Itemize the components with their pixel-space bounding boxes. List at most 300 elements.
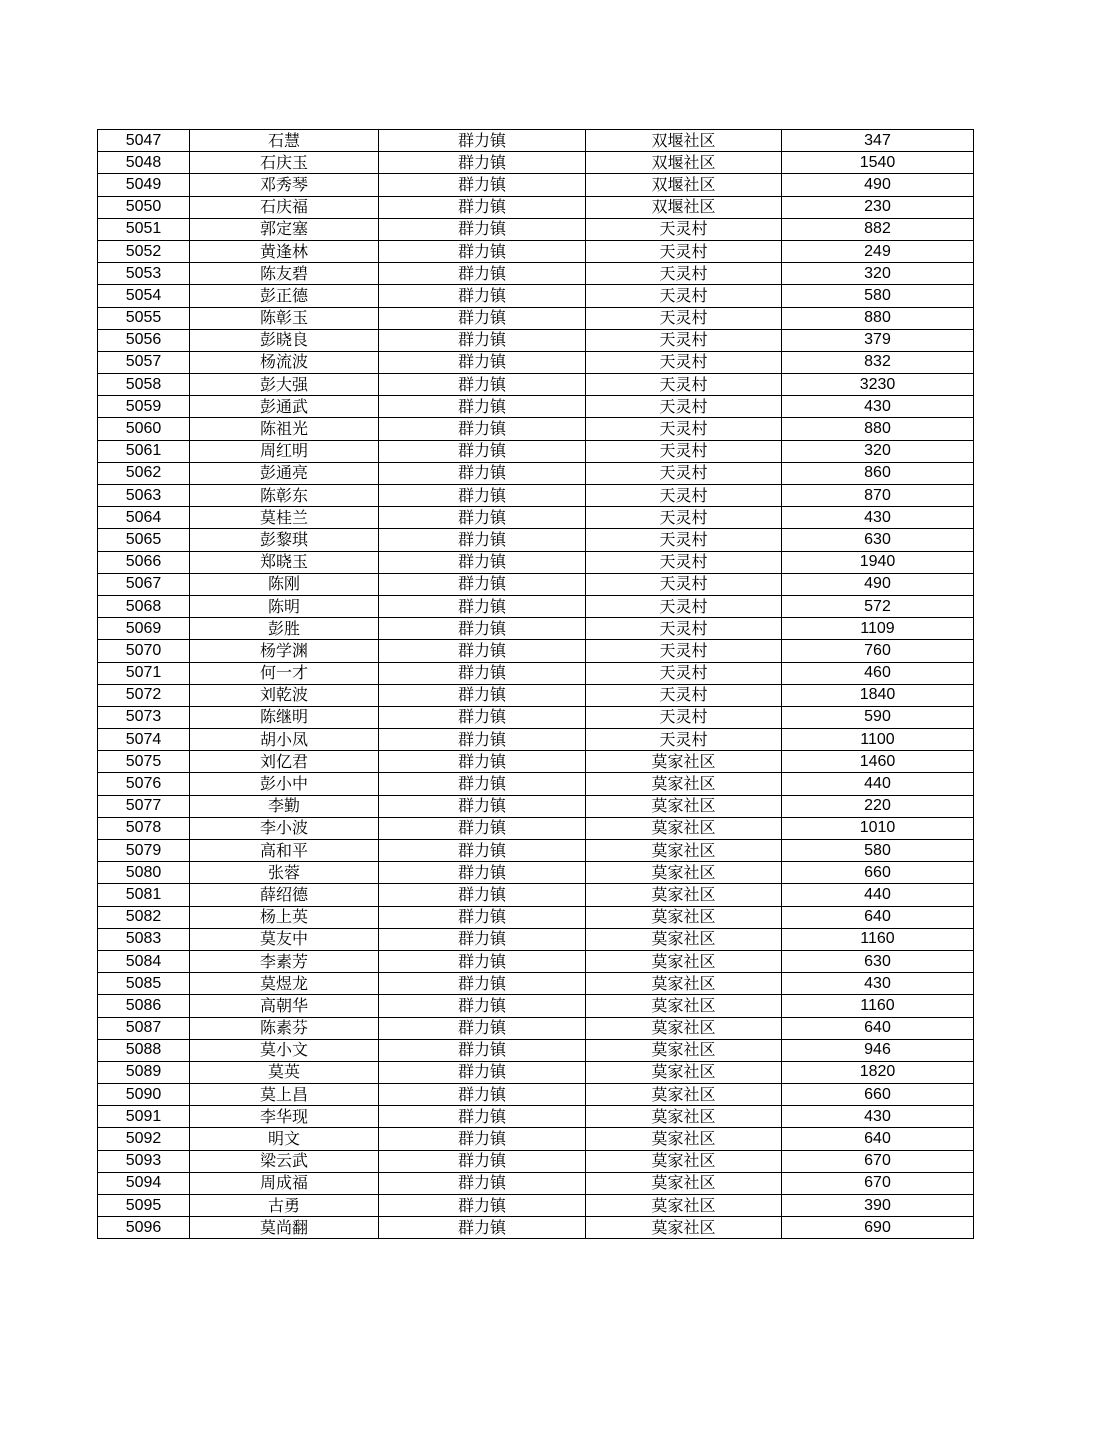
community-cell: 莫家社区 [586, 906, 782, 928]
table-row [98, 995, 974, 1017]
amount-cell: 690 [782, 1217, 974, 1239]
town-cell: 群力镇 [379, 374, 586, 396]
table-row [98, 729, 974, 751]
table-row [98, 462, 974, 484]
town-cell: 群力镇 [379, 240, 586, 262]
community-cell: 莫家社区 [586, 1106, 782, 1128]
table-row [98, 662, 974, 684]
community-cell: 莫家社区 [586, 862, 782, 884]
table-row [98, 263, 974, 285]
amount-cell: 490 [782, 573, 974, 595]
table-row [98, 285, 974, 307]
town-cell: 群力镇 [379, 995, 586, 1017]
amount-cell: 347 [782, 130, 974, 152]
town-cell: 群力镇 [379, 817, 586, 839]
record-number-cell: 5061 [98, 440, 190, 462]
record-number-cell: 5091 [98, 1106, 190, 1128]
table-body [98, 130, 974, 1239]
table-row [98, 773, 974, 795]
community-cell: 天灵村 [586, 551, 782, 573]
community-cell: 天灵村 [586, 529, 782, 551]
table-row [98, 152, 974, 174]
record-number-cell: 5095 [98, 1195, 190, 1217]
town-cell: 群力镇 [379, 840, 586, 862]
name-cell: 杨学渊 [190, 640, 379, 662]
table-row [98, 196, 974, 218]
amount-cell: 880 [782, 307, 974, 329]
town-cell: 群力镇 [379, 928, 586, 950]
town-cell: 群力镇 [379, 307, 586, 329]
amount-cell: 880 [782, 418, 974, 440]
community-cell: 双堰社区 [586, 174, 782, 196]
amount-cell: 1109 [782, 618, 974, 640]
town-cell: 群力镇 [379, 440, 586, 462]
amount-cell: 590 [782, 706, 974, 728]
name-cell: 彭晓良 [190, 329, 379, 351]
community-cell: 天灵村 [586, 307, 782, 329]
table-row [98, 551, 974, 573]
amount-cell: 440 [782, 773, 974, 795]
name-cell: 陈明 [190, 595, 379, 617]
amount-cell: 580 [782, 840, 974, 862]
name-cell: 杨流波 [190, 351, 379, 373]
record-number-cell: 5051 [98, 218, 190, 240]
record-number-cell: 5067 [98, 573, 190, 595]
table-row [98, 418, 974, 440]
community-cell: 天灵村 [586, 240, 782, 262]
name-cell: 彭大强 [190, 374, 379, 396]
table-row [98, 640, 974, 662]
record-number-cell: 5089 [98, 1061, 190, 1083]
record-number-cell: 5070 [98, 640, 190, 662]
name-cell: 明文 [190, 1128, 379, 1150]
town-cell: 群力镇 [379, 418, 586, 440]
community-cell: 天灵村 [586, 684, 782, 706]
name-cell: 彭小中 [190, 773, 379, 795]
name-cell: 陈继明 [190, 706, 379, 728]
name-cell: 邓秀琴 [190, 174, 379, 196]
table-row [98, 374, 974, 396]
amount-cell: 379 [782, 329, 974, 351]
record-number-cell: 5048 [98, 152, 190, 174]
amount-cell: 490 [782, 174, 974, 196]
table-row [98, 130, 974, 152]
table-row [98, 1195, 974, 1217]
record-number-cell: 5094 [98, 1172, 190, 1194]
community-cell: 莫家社区 [586, 1084, 782, 1106]
table-row [98, 928, 974, 950]
name-cell: 高和平 [190, 840, 379, 862]
community-cell: 天灵村 [586, 396, 782, 418]
record-number-cell: 5076 [98, 773, 190, 795]
table-row [98, 307, 974, 329]
amount-cell: 946 [782, 1039, 974, 1061]
record-number-cell: 5072 [98, 684, 190, 706]
community-cell: 莫家社区 [586, 1172, 782, 1194]
name-cell: 莫友中 [190, 928, 379, 950]
name-cell: 陈彰玉 [190, 307, 379, 329]
record-number-cell: 5059 [98, 396, 190, 418]
town-cell: 群力镇 [379, 973, 586, 995]
name-cell: 李素芳 [190, 950, 379, 972]
table-row [98, 1128, 974, 1150]
table-row [98, 1039, 974, 1061]
amount-cell: 249 [782, 240, 974, 262]
name-cell: 彭黎琪 [190, 529, 379, 551]
amount-cell: 1540 [782, 152, 974, 174]
name-cell: 莫煜龙 [190, 973, 379, 995]
town-cell: 群力镇 [379, 884, 586, 906]
town-cell: 群力镇 [379, 862, 586, 884]
town-cell: 群力镇 [379, 218, 586, 240]
name-cell: 彭通武 [190, 396, 379, 418]
community-cell: 莫家社区 [586, 840, 782, 862]
table-row [98, 1061, 974, 1083]
table-row [98, 1172, 974, 1194]
town-cell: 群力镇 [379, 706, 586, 728]
record-number-cell: 5053 [98, 263, 190, 285]
name-cell: 黄逢林 [190, 240, 379, 262]
amount-cell: 220 [782, 795, 974, 817]
record-number-cell: 5050 [98, 196, 190, 218]
table-row [98, 817, 974, 839]
amount-cell: 832 [782, 351, 974, 373]
amount-cell: 640 [782, 1128, 974, 1150]
town-cell: 群力镇 [379, 396, 586, 418]
record-number-cell: 5074 [98, 729, 190, 751]
town-cell: 群力镇 [379, 329, 586, 351]
amount-cell: 660 [782, 862, 974, 884]
name-cell: 石慧 [190, 130, 379, 152]
town-cell: 群力镇 [379, 906, 586, 928]
amount-cell: 430 [782, 507, 974, 529]
record-number-cell: 5066 [98, 551, 190, 573]
amount-cell: 1840 [782, 684, 974, 706]
amount-cell: 440 [782, 884, 974, 906]
town-cell: 群力镇 [379, 551, 586, 573]
name-cell: 莫尚翻 [190, 1217, 379, 1239]
community-cell: 莫家社区 [586, 1039, 782, 1061]
community-cell: 天灵村 [586, 351, 782, 373]
town-cell: 群力镇 [379, 263, 586, 285]
town-cell: 群力镇 [379, 152, 586, 174]
amount-cell: 1460 [782, 751, 974, 773]
town-cell: 群力镇 [379, 285, 586, 307]
town-cell: 群力镇 [379, 462, 586, 484]
community-cell: 双堰社区 [586, 130, 782, 152]
record-number-cell: 5090 [98, 1084, 190, 1106]
name-cell: 杨上英 [190, 906, 379, 928]
table-row [98, 573, 974, 595]
name-cell: 何一才 [190, 662, 379, 684]
amount-cell: 1160 [782, 928, 974, 950]
town-cell: 群力镇 [379, 640, 586, 662]
amount-cell: 430 [782, 1106, 974, 1128]
amount-cell: 460 [782, 662, 974, 684]
town-cell: 群力镇 [379, 351, 586, 373]
name-cell: 刘乾波 [190, 684, 379, 706]
name-cell: 石庆玉 [190, 152, 379, 174]
amount-cell: 1160 [782, 995, 974, 1017]
table-row [98, 440, 974, 462]
record-number-cell: 5093 [98, 1150, 190, 1172]
community-cell: 天灵村 [586, 440, 782, 462]
town-cell: 群力镇 [379, 529, 586, 551]
amount-cell: 1940 [782, 551, 974, 573]
table-row [98, 884, 974, 906]
community-cell: 天灵村 [586, 729, 782, 751]
community-cell: 双堰社区 [586, 152, 782, 174]
table-row [98, 174, 974, 196]
name-cell: 梁云武 [190, 1150, 379, 1172]
community-cell: 天灵村 [586, 573, 782, 595]
name-cell: 彭通亮 [190, 462, 379, 484]
table-row [98, 1106, 974, 1128]
record-number-cell: 5081 [98, 884, 190, 906]
record-number-cell: 5085 [98, 973, 190, 995]
community-cell: 天灵村 [586, 507, 782, 529]
table-row [98, 906, 974, 928]
record-number-cell: 5062 [98, 462, 190, 484]
name-cell: 张蓉 [190, 862, 379, 884]
community-cell: 莫家社区 [586, 1061, 782, 1083]
town-cell: 群力镇 [379, 130, 586, 152]
town-cell: 群力镇 [379, 1106, 586, 1128]
record-number-cell: 5052 [98, 240, 190, 262]
table-row [98, 329, 974, 351]
community-cell: 天灵村 [586, 618, 782, 640]
amount-cell: 670 [782, 1150, 974, 1172]
community-cell: 莫家社区 [586, 1150, 782, 1172]
name-cell: 陈素芬 [190, 1017, 379, 1039]
amount-cell: 860 [782, 462, 974, 484]
name-cell: 陈祖光 [190, 418, 379, 440]
town-cell: 群力镇 [379, 485, 586, 507]
record-number-cell: 5064 [98, 507, 190, 529]
community-cell: 天灵村 [586, 462, 782, 484]
table-row [98, 840, 974, 862]
community-cell: 天灵村 [586, 374, 782, 396]
record-number-cell: 5069 [98, 618, 190, 640]
town-cell: 群力镇 [379, 1172, 586, 1194]
town-cell: 群力镇 [379, 507, 586, 529]
table-row [98, 1217, 974, 1239]
community-cell: 莫家社区 [586, 884, 782, 906]
community-cell: 天灵村 [586, 640, 782, 662]
name-cell: 莫英 [190, 1061, 379, 1083]
record-number-cell: 5078 [98, 817, 190, 839]
record-number-cell: 5071 [98, 662, 190, 684]
community-cell: 天灵村 [586, 485, 782, 507]
amount-cell: 640 [782, 1017, 974, 1039]
table-row [98, 240, 974, 262]
town-cell: 群力镇 [379, 1017, 586, 1039]
name-cell: 李华现 [190, 1106, 379, 1128]
community-cell: 莫家社区 [586, 950, 782, 972]
amount-cell: 430 [782, 396, 974, 418]
name-cell: 陈刚 [190, 573, 379, 595]
town-cell: 群力镇 [379, 1061, 586, 1083]
amount-cell: 630 [782, 529, 974, 551]
town-cell: 群力镇 [379, 950, 586, 972]
record-number-cell: 5083 [98, 928, 190, 950]
record-number-cell: 5049 [98, 174, 190, 196]
community-cell: 莫家社区 [586, 795, 782, 817]
amount-cell: 630 [782, 950, 974, 972]
name-cell: 莫上昌 [190, 1084, 379, 1106]
name-cell: 刘亿君 [190, 751, 379, 773]
community-cell: 莫家社区 [586, 928, 782, 950]
amount-cell: 430 [782, 973, 974, 995]
table-row [98, 1084, 974, 1106]
table-row [98, 218, 974, 240]
town-cell: 群力镇 [379, 662, 586, 684]
name-cell: 彭正德 [190, 285, 379, 307]
name-cell: 陈友碧 [190, 263, 379, 285]
record-number-cell: 5080 [98, 862, 190, 884]
name-cell: 高朝华 [190, 995, 379, 1017]
town-cell: 群力镇 [379, 1084, 586, 1106]
amount-cell: 390 [782, 1195, 974, 1217]
table-row [98, 684, 974, 706]
table-row [98, 485, 974, 507]
name-cell: 周红明 [190, 440, 379, 462]
community-cell: 天灵村 [586, 218, 782, 240]
community-cell: 莫家社区 [586, 817, 782, 839]
amount-cell: 230 [782, 196, 974, 218]
amount-cell: 580 [782, 285, 974, 307]
community-cell: 莫家社区 [586, 1195, 782, 1217]
record-number-cell: 5088 [98, 1039, 190, 1061]
amount-cell: 320 [782, 263, 974, 285]
table-row [98, 507, 974, 529]
amount-cell: 320 [782, 440, 974, 462]
community-cell: 天灵村 [586, 595, 782, 617]
community-cell: 莫家社区 [586, 751, 782, 773]
town-cell: 群力镇 [379, 573, 586, 595]
town-cell: 群力镇 [379, 595, 586, 617]
table-row [98, 862, 974, 884]
name-cell: 莫小文 [190, 1039, 379, 1061]
record-number-cell: 5063 [98, 485, 190, 507]
record-number-cell: 5065 [98, 529, 190, 551]
amount-cell: 760 [782, 640, 974, 662]
name-cell: 胡小凤 [190, 729, 379, 751]
record-number-cell: 5082 [98, 906, 190, 928]
town-cell: 群力镇 [379, 1217, 586, 1239]
community-cell: 天灵村 [586, 263, 782, 285]
community-cell: 莫家社区 [586, 995, 782, 1017]
town-cell: 群力镇 [379, 773, 586, 795]
record-number-cell: 5075 [98, 751, 190, 773]
amount-cell: 660 [782, 1084, 974, 1106]
name-cell: 石庆福 [190, 196, 379, 218]
table-row [98, 529, 974, 551]
record-number-cell: 5096 [98, 1217, 190, 1239]
name-cell: 周成福 [190, 1172, 379, 1194]
town-cell: 群力镇 [379, 196, 586, 218]
town-cell: 群力镇 [379, 1150, 586, 1172]
amount-cell: 1010 [782, 817, 974, 839]
name-cell: 李勤 [190, 795, 379, 817]
table-row [98, 1017, 974, 1039]
town-cell: 群力镇 [379, 174, 586, 196]
amount-cell: 670 [782, 1172, 974, 1194]
community-cell: 莫家社区 [586, 1217, 782, 1239]
record-number-cell: 5087 [98, 1017, 190, 1039]
record-number-cell: 5068 [98, 595, 190, 617]
table-row [98, 351, 974, 373]
name-cell: 薛绍德 [190, 884, 379, 906]
town-cell: 群力镇 [379, 684, 586, 706]
name-cell: 莫桂兰 [190, 507, 379, 529]
community-cell: 天灵村 [586, 329, 782, 351]
community-cell: 双堰社区 [586, 196, 782, 218]
community-cell: 天灵村 [586, 285, 782, 307]
town-cell: 群力镇 [379, 1039, 586, 1061]
record-number-cell: 5047 [98, 130, 190, 152]
name-cell: 郭定塞 [190, 218, 379, 240]
town-cell: 群力镇 [379, 1195, 586, 1217]
name-cell: 李小波 [190, 817, 379, 839]
amount-cell: 640 [782, 906, 974, 928]
town-cell: 群力镇 [379, 618, 586, 640]
community-cell: 莫家社区 [586, 773, 782, 795]
community-cell: 莫家社区 [586, 973, 782, 995]
record-number-cell: 5092 [98, 1128, 190, 1150]
community-cell: 天灵村 [586, 662, 782, 684]
amount-cell: 870 [782, 485, 974, 507]
name-cell: 郑晓玉 [190, 551, 379, 573]
town-cell: 群力镇 [379, 1128, 586, 1150]
table-row [98, 950, 974, 972]
town-cell: 群力镇 [379, 751, 586, 773]
amount-cell: 3230 [782, 374, 974, 396]
amount-cell: 882 [782, 218, 974, 240]
amount-cell: 572 [782, 595, 974, 617]
community-cell: 天灵村 [586, 706, 782, 728]
town-cell: 群力镇 [379, 729, 586, 751]
table-row [98, 1150, 974, 1172]
table-row [98, 751, 974, 773]
community-cell: 莫家社区 [586, 1017, 782, 1039]
record-number-cell: 5058 [98, 374, 190, 396]
table-row [98, 618, 974, 640]
name-cell: 陈彰东 [190, 485, 379, 507]
amount-cell: 1820 [782, 1061, 974, 1083]
table-row [98, 396, 974, 418]
record-number-cell: 5077 [98, 795, 190, 817]
record-number-cell: 5086 [98, 995, 190, 1017]
record-number-cell: 5073 [98, 706, 190, 728]
record-number-cell: 5057 [98, 351, 190, 373]
amount-cell: 1100 [782, 729, 974, 751]
table-row [98, 973, 974, 995]
name-cell: 古勇 [190, 1195, 379, 1217]
table-row [98, 595, 974, 617]
record-number-cell: 5060 [98, 418, 190, 440]
name-cell: 彭胜 [190, 618, 379, 640]
table-row [98, 795, 974, 817]
record-number-cell: 5079 [98, 840, 190, 862]
record-number-cell: 5054 [98, 285, 190, 307]
record-number-cell: 5056 [98, 329, 190, 351]
table-row [98, 706, 974, 728]
community-cell: 莫家社区 [586, 1128, 782, 1150]
record-number-cell: 5084 [98, 950, 190, 972]
data-table [97, 129, 974, 1239]
town-cell: 群力镇 [379, 795, 586, 817]
